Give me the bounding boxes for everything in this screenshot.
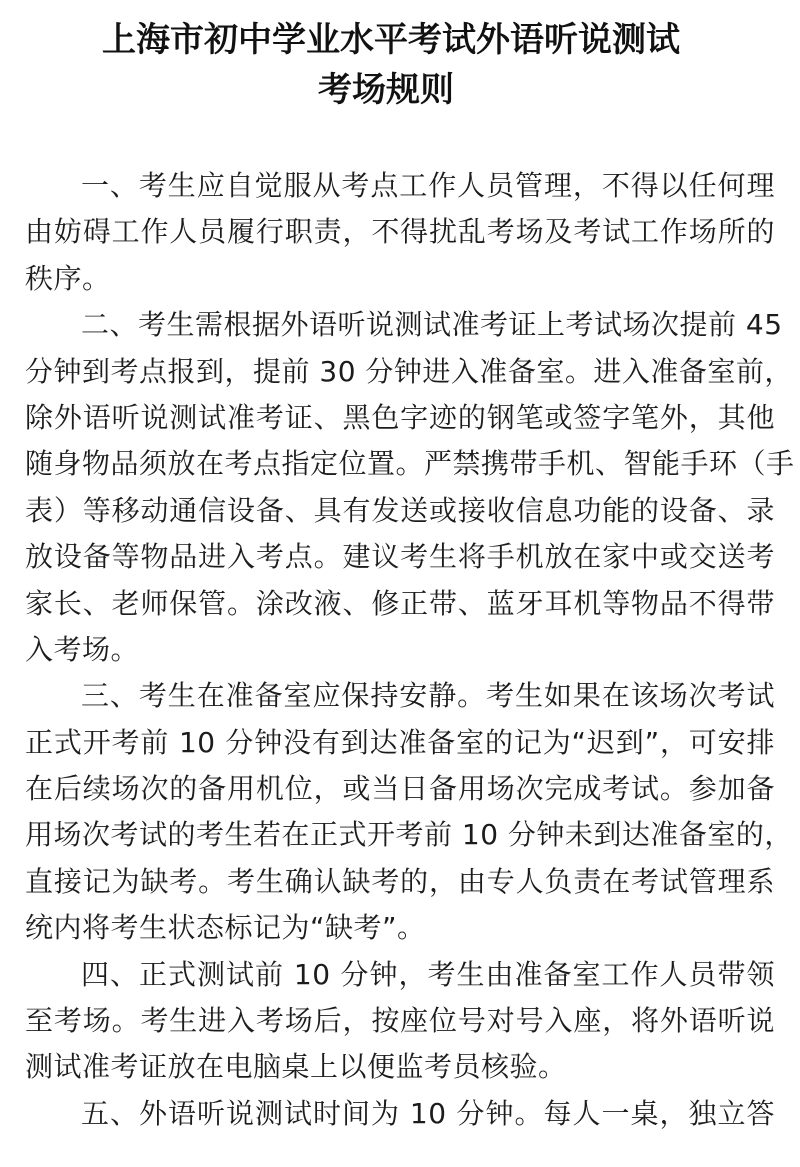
paragraph-line: 用场次考试的考生若在正式开考前 10 分钟未到达准备室的， — [25, 818, 793, 852]
paragraph-line: 由妨碍工作人员履行职责，不得扰乱考场及考试工作场所的 — [25, 215, 775, 249]
document-body — [25, 163, 795, 1137]
paragraph-line: 放设备等物品进入考点。建议考生将手机放在家中或交送考 — [25, 540, 775, 574]
paragraph-line: 直接记为缺考。考生确认缺考的，由专人负责在考试管理系 — [25, 864, 775, 898]
paragraph-line: 至考场。考生进入考场后，按座位号对号入座，将外语听说 — [25, 1004, 775, 1038]
paragraph-2 — [25, 302, 795, 673]
paragraph-line: 在后续场次的备用机位，或当日备用场次完成考试。参加备 — [25, 772, 775, 806]
paragraph-line: 分钟到考点报到，提前 30 分钟进入准备室。进入准备室前， — [25, 354, 793, 388]
paragraph-line: 五、外语听说测试时间为 10 分钟。每人一桌，独立答 — [81, 1096, 775, 1130]
paragraph-line: 三、考生在准备室应保持安静。考生如果在该场次考试 — [81, 679, 775, 713]
document-title-line-1: 上海市初中学业水平考试外语听说测试 — [102, 20, 680, 60]
document-title-line-2: 考场规则 — [318, 70, 454, 110]
paragraph-line: 除外语听说测试准考证、黑色字迹的钢笔或签字笔外，其他 — [25, 400, 775, 434]
paragraph-line: 入考场。 — [25, 632, 140, 666]
paragraph-4 — [25, 952, 775, 1091]
paragraph-line: 一、考生应自觉服从考点工作人员管理，不得以任何理 — [81, 169, 775, 202]
paragraph-5 — [25, 1091, 775, 1137]
paragraph-line: 正式开考前 10 分钟没有到达准备室的记为“迟到”，可安排 — [25, 725, 775, 759]
paragraph-line: 四、正式测试前 10 分钟，考生由准备室工作人员带领 — [81, 957, 775, 991]
paragraph-line: 二、考生需根据外语听说测试准考证上考试场次提前 45 — [81, 308, 783, 342]
paragraph-line: 统内将考生状态标记为“缺考”。 — [25, 911, 426, 945]
paragraph-line: 家长、老师保管。涂改液、修正带、蓝牙耳机等物品不得带 — [25, 586, 775, 620]
paragraph-line: 随身物品须放在考点指定位置。严禁携带手机、智能手环（手 — [25, 447, 795, 481]
paragraph-3 — [25, 673, 793, 951]
paragraph-1 — [25, 163, 775, 302]
paragraph-line: 表）等移动通信设备、具有发送或接收信息功能的设备、录 — [25, 493, 775, 527]
paragraph-line: 秩序。 — [25, 261, 111, 295]
paragraph-line: 测试准考证放在电脑桌上以便监考员核验。 — [25, 1050, 567, 1084]
